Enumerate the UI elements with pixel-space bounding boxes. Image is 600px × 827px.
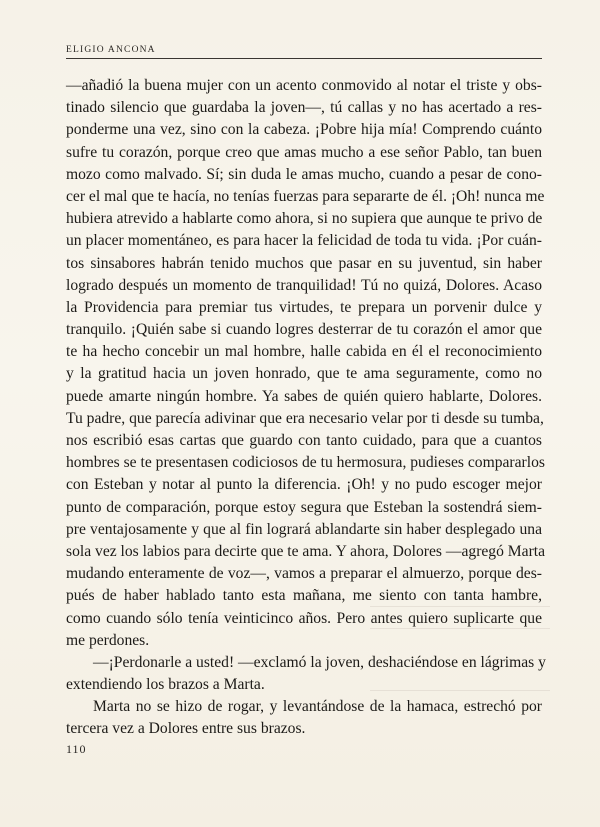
text-line: —¡Perdonarle a usted! —exclamó la joven, deshaciéndose en lágrimas y	[93, 653, 546, 671]
text-line: con Esteban y notar al punto la diferencia. ¡Oh! y no pudo escoger mejor	[66, 476, 542, 494]
text-line: mozo como malvado. Sí; sin duda le amas mucho, cuando a pesar de cono-	[66, 165, 542, 183]
text-line: ponderme una vez, sino con la cabeza. ¡Pobre hija mía! Comprendo cuánto	[66, 121, 542, 139]
running-head: ELIGIO ANCONA	[66, 45, 156, 55]
text-line: extendiendo los brazos a Marta.	[66, 676, 265, 694]
text-line: nos escribió esas cartas que guardo con tanto cuidado, para que a cuantos	[66, 432, 542, 449]
body-text	[66, 75, 546, 741]
text-line: Tu padre, que parecía adivinar que era necesario velar por ti desde su tumba,	[66, 409, 544, 427]
text-line: como cuando sólo tenía veinticinco años. Pero antes quiero suplicarte que	[66, 609, 542, 627]
text-line: tranquilo. ¡Quién sabe si cuando logres desterrar de tu corazón el amor que	[66, 321, 542, 339]
text-line: cer el mal que te hacía, no tenías fuerzas para separarte de él. ¡Oh! nunca me	[66, 187, 545, 205]
text-line: Marta no se hizo de rogar, y levantándose de la hamaca, estrechó por	[93, 698, 542, 716]
text-line: tinado silencio que guardaba la joven—, tú callas y no has acertado a res-	[66, 99, 542, 117]
text-line: pre ventajosamente y que al fin logrará ablandarte sin haber desplegado una	[66, 520, 542, 538]
text-line: la Providencia para premiar tus virtudes, te prepara un porvenir dulce y	[66, 298, 542, 316]
text-line: puede amarte ningún hombre. Ya sabes de quién quiero hablarte, Dolores.	[66, 387, 542, 405]
text-line: tos sinsabores habrán tenido muchos que pasar en su juventud, sin haber	[66, 254, 542, 272]
text-line: hombres se te presentasen codiciosos de tu hermosura, pudieses compararlos	[66, 454, 545, 472]
text-line: pués de haber hablado tanto esta mañana, me siento con tanta hambre,	[66, 587, 542, 605]
text-line: logrado después un momento de tranquilidad! Tú no quizá, Dolores. Acaso	[66, 276, 542, 294]
text-line: sola vez los labios para decirte que te ama. Y ahora, Dolores —agregó Marta	[66, 542, 546, 560]
text-line: me perdones.	[66, 631, 150, 649]
text-line: te ha hecho concebir un mal hombre, halle cabida en él el reconocimiento	[66, 343, 542, 361]
page-number: 110	[66, 742, 87, 756]
text-line: un placer momentáneo, es para hacer la felicidad de toda tu vida. ¡Por cuán-	[66, 232, 542, 250]
text-line: punto de comparación, porque estoy segura que Esteban la sostendrá siem-	[66, 498, 542, 516]
text-line: hubiera atrevido a hablarte como ahora, si no supiera que aunque te privo de	[66, 210, 543, 228]
text-line: —añadió la buena mujer con un acento conmovido al notar el triste y obs-	[66, 77, 542, 94]
text-line: sufre tu corazón, porque creo que amas mucho a ese señor Pablo, tan buen	[66, 143, 542, 161]
text-line: tercera vez a Dolores entre sus brazos.	[66, 720, 306, 738]
text-line: y la gratitud hacia un joven honrado, que te ama seguramente, como no	[66, 365, 542, 383]
text-line: mudando enteramente de voz—, vamos a preparar el almuerzo, porque des-	[66, 565, 542, 583]
header-rule	[66, 58, 542, 59]
